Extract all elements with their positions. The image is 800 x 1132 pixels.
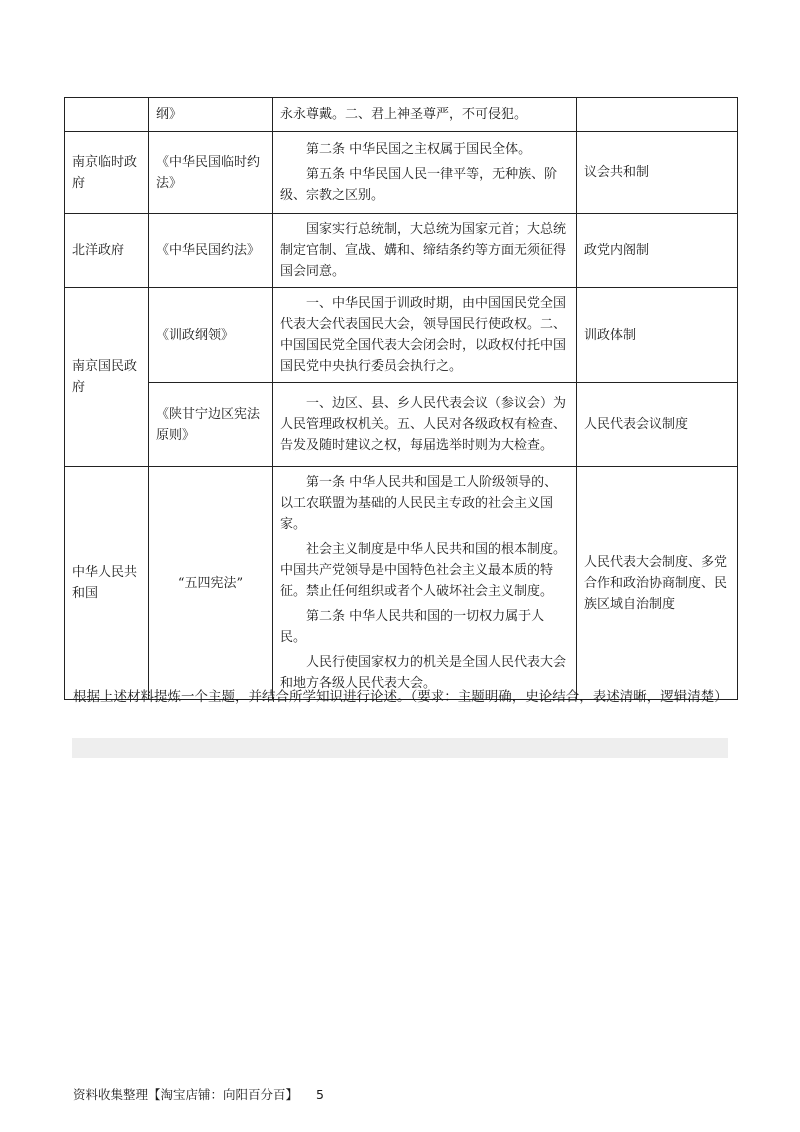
- article-text: 一、中华民国于训政时期，由中国国民党全国代表大会代表国民大会，领导国民行使政权。二、中国国民党全国代表大会闭会时，以政权付托中国国民党中央执行委员会执行之。: [280, 296, 567, 374]
- era-cell: 北洋政府: [65, 214, 149, 288]
- answer-area: [72, 738, 728, 758]
- document-cell: 《中华民国约法》: [149, 214, 273, 288]
- article-text: 第二条 中华民国之主权属于国民全体。: [306, 142, 532, 157]
- system-cell: 议会共和制: [577, 132, 738, 214]
- document-cell: 纲》: [149, 98, 273, 132]
- content-cell: [273, 132, 577, 214]
- era-cell: 南京国民政府: [65, 288, 149, 467]
- system-cell: 人民代表会议制度: [577, 383, 738, 467]
- article-text: 国家实行总统制，大总统为国家元首；大总统制定官制、宣战、媾和、缔结条约等方面无须征得国会同意。: [280, 222, 567, 279]
- content-cell: 永永尊戴。二、君上神圣尊严，不可侵犯。: [273, 98, 577, 132]
- content-cell: [273, 288, 577, 383]
- content-cell: [273, 214, 577, 288]
- article-text: 社会主义制度是中华人民共和国的根本制度。中国共产党领导是中国特色社会主义最本质的特征。禁止任何组织或者个人破坏社会主义制度。: [280, 542, 567, 599]
- article-text: 第五条 中华民国人民一律平等，无种族、阶级、宗教之区别。: [280, 167, 558, 203]
- article-text: 人民行使国家权力的机关是全国人民代表大会和地方各级人民代表大会。: [280, 655, 567, 691]
- system-cell: 训政体制: [577, 288, 738, 383]
- table-row: [65, 98, 738, 132]
- table-row: [65, 383, 738, 467]
- article-text: 一、边区、县、乡人民代表会议（参议会）为人民管理政权机关。五、人民对各级政权有检查、告发及随时建议之权，每届选举时则为大检查。: [280, 396, 567, 453]
- content-cell: [273, 383, 577, 467]
- system-cell: 政党内阁制: [577, 214, 738, 288]
- era-cell: 中华人民共和国: [65, 467, 149, 700]
- content-cell: [273, 467, 577, 700]
- system-cell: [577, 98, 738, 132]
- article-text: 第二条 中华人民共和国的一切权力属于人民。: [280, 609, 545, 645]
- question-prompt: 根据上述材料提炼一个主题，并结合所学知识进行论述。（要求：主题明确，史论结合，表述清晰，逻辑清楚）: [73, 689, 728, 705]
- page-footer: [73, 1085, 324, 1103]
- table-row: [65, 467, 738, 700]
- document-cell: “五四宪法”: [149, 467, 273, 700]
- era-cell: 南京临时政府: [65, 132, 149, 214]
- table-row: [65, 132, 738, 214]
- page-number: 5: [316, 1087, 324, 1102]
- table-row: [65, 214, 738, 288]
- document-cell: 《中华民国临时约法》: [149, 132, 273, 214]
- constitution-comparison-table: [64, 97, 738, 700]
- document-cell: 《陕甘宁边区宪法原则》: [149, 383, 273, 467]
- article-text: 第一条 中华人民共和国是工人阶级领导的、以工农联盟为基础的人民民主专政的社会主义国家。: [280, 475, 558, 532]
- era-cell: [65, 98, 149, 132]
- document-cell: 《训政纲领》: [149, 288, 273, 383]
- system-cell: 人民代表大会制度、多党合作和政治协商制度、民族区域自治制度: [577, 467, 738, 700]
- table-row: [65, 288, 738, 383]
- footer-source: 资料收集整理【淘宝店铺：向阳百分百】: [73, 1087, 299, 1102]
